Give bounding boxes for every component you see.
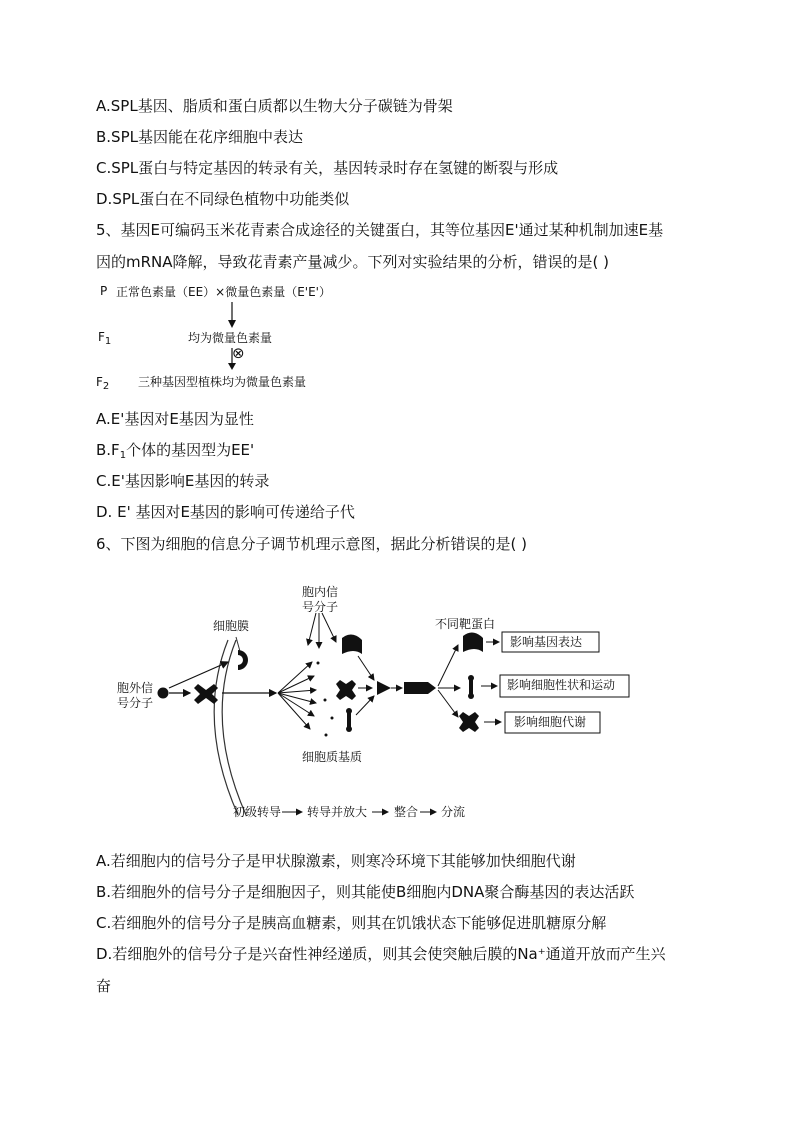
q5-option-d: D. E' 基因对E基因的影响可传递给子代 [96,503,355,521]
q4-option-a: A.SPL基因、脂质和蛋白质都以生物大分子碳链为骨架 [96,97,453,115]
integration-triangle-icon [377,681,391,695]
q5-option-b: $B.F_1$个体的基因型为EE' [96,441,255,461]
cross-p-label: P [100,284,108,298]
q5-stem-line1: 5、基因E可编码玉米花青素合成途径的关键蛋白，其等位基因E'通过某种机制加速E基 [96,221,664,239]
target-protein-gene-icon [463,632,483,652]
flow-step-1: 初级转导 [233,805,282,819]
selfing-icon: ⊗ [232,344,245,362]
cross-f1-label: $F_1$ [98,330,112,347]
membrane-receptor-icon [238,650,248,670]
extracellular-signal-molecule [158,688,169,699]
flow-step-2: 转导并放大 [307,805,368,819]
membrane-label: 细胞膜 [213,619,250,633]
intracellular-signal-label: 胞内信 号分子 [302,585,339,614]
q6-option-c: C.若细胞外的信号分子是胰高血糖素，则其在饥饿状态下能够促进肌糖原分解 [96,914,607,932]
flow-step-4: 分流 [441,805,466,819]
cross-f2-text: 三种基因型植株均为微量色素量 [138,375,307,389]
cross-f2-label: $F_2$ [96,375,110,392]
q4-option-b: B.SPL基因能在花序细胞中表达 [96,128,303,146]
q4-option-c: C.SPL蛋白与特定基因的转录有关，基因转录时存在氢键的断裂与形成 [96,159,559,177]
q6-option-b: B.若细胞外的信号分子是细胞因子，则其能使B细胞内DNA聚合酶基因的表达活跃 [96,883,635,901]
q5-stem-line2: 因的mRNA降解，导致花青素产量减少。下列对实验结果的分析，错误的是( ) [96,253,609,271]
extracellular-signal-label: 胞外信 号分子 [117,681,154,710]
target-protein-metabolism-icon [459,712,479,732]
q4-option-d: D.SPL蛋白在不同绿色植物中功能类似 [96,190,350,208]
semicircle-molecule-icon [342,634,362,654]
effect-gene-text: 影响基因表达 [510,635,583,649]
q6-stem: 6、下图为细胞的信息分子调节机理示意图，据此分析错误的是( ) [96,535,528,553]
effect-metabolism-text: 影响细胞代谢 [514,715,587,729]
effect-shape-text: 影响细胞性状和运动 [507,678,616,692]
cross-p-text: 正常色素量（EE）×微量色素量（E'E'） [116,285,331,299]
q6-option-d-line1: D.若细胞外的信号分子是兴奋性神经递质，则其会使突触后膜的Na⁺通道开放而产生兴 [96,945,666,963]
bar-molecule-icon [346,708,352,732]
q5-option-a: A.E'基因对E基因为显性 [96,410,254,428]
target-protein-shape-icon [468,675,474,699]
distributor-arrow-icon [404,682,436,694]
q6-option-d-line2: 奋 [96,977,112,995]
target-protein-label: 不同靶蛋白 [435,617,496,631]
q6-option-a: A.若细胞内的信号分子是甲状腺激素，则寒冷环境下其能够加快细胞代谢 [96,852,576,870]
cytoplasm-label: 细胞质基质 [302,750,363,764]
cross-f1-text: 均为微量色素量 [188,331,273,345]
x-molecule-icon [336,680,356,700]
flow-step-3: 整合 [394,805,419,819]
q5-option-c: C.E'基因影响E基因的转录 [96,472,270,490]
